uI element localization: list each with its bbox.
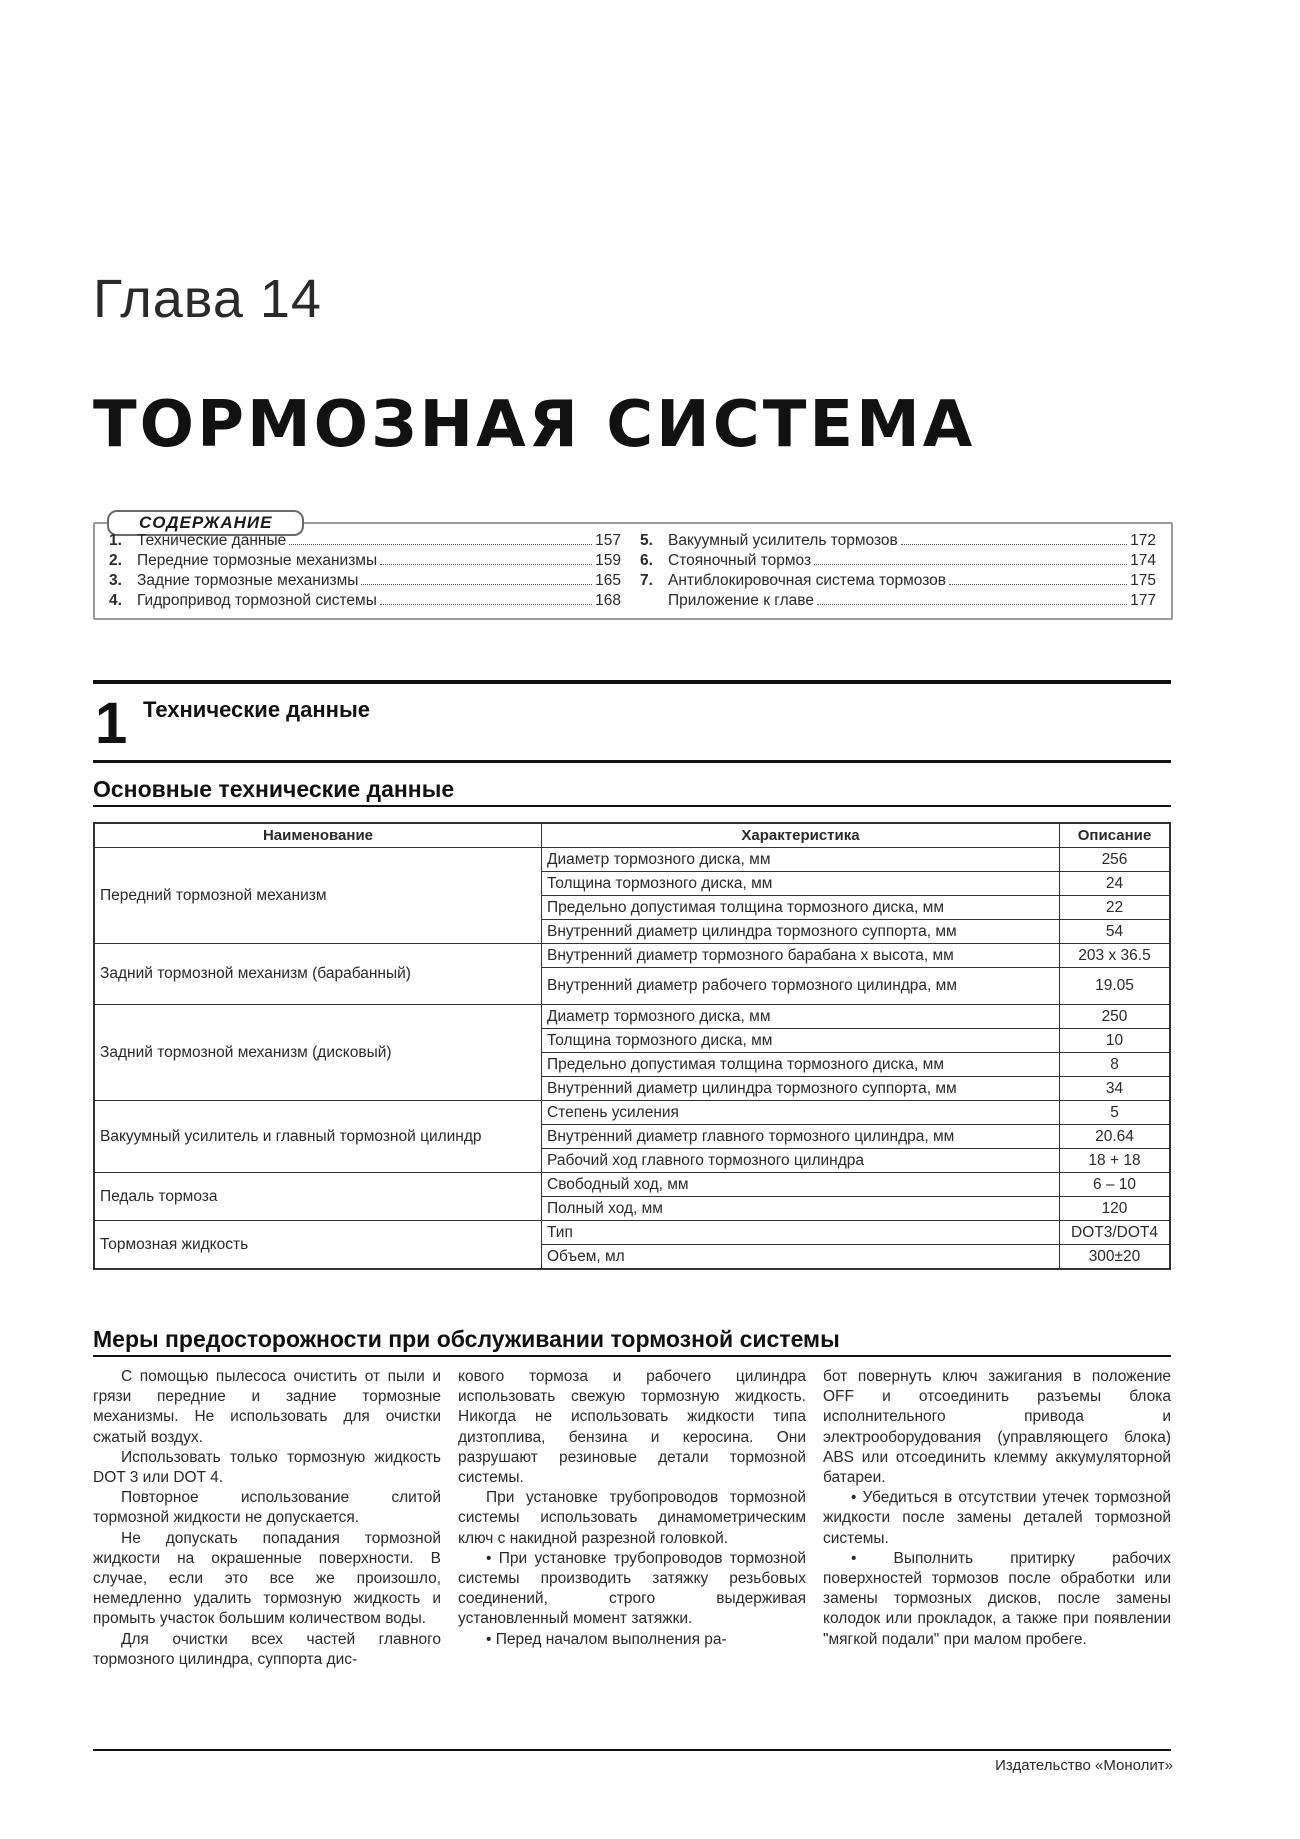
footer-divider — [93, 1749, 1171, 1751]
table-cell: Внутренний диаметр цилиндра тормозного суппорта, мм — [542, 1077, 1060, 1101]
table-cell: Диаметр тормозного диска, мм — [542, 1005, 1060, 1029]
section-number: 1 — [95, 691, 128, 756]
toc-column-right — [640, 532, 1156, 612]
table-row — [94, 944, 1170, 968]
text-column — [93, 1367, 441, 1697]
table-header-row — [94, 823, 1170, 848]
table-cell: Предельно допустимая толщина тормозного диска, мм — [542, 896, 1060, 920]
column-header: Характеристика — [542, 823, 1060, 848]
paragraph: Не допускать попадания тормозной жидкости на окрашенные поверхности. В случае, если это все же произошло, немедленно удалить тормозную жидкость и промыть участок большим количеством воды. — [93, 1529, 441, 1628]
toc-item-page: 172 — [1130, 532, 1156, 549]
toc-item-number: 3. — [109, 572, 122, 589]
table-cell: Тип — [542, 1221, 1060, 1245]
paragraph: С помощью пылесоса очистить от пыли и грязи передние и задние тормозные механизмы. Не использовать для очистки сжатый воздух. — [93, 1368, 441, 1446]
toc-item-number: 6. — [640, 552, 653, 569]
toc-item-text: Стояночный тормоз — [668, 552, 812, 569]
table-cell: Внутренний диаметр главного тормозного цилиндра, мм — [542, 1125, 1060, 1149]
table-cell: Объем, мл — [542, 1245, 1060, 1270]
column-header: Наименование — [94, 823, 542, 848]
chapter-title: ТОРМОЗНАЯ СИСТЕМА — [93, 388, 976, 462]
paragraph: • Убедиться в отсутствии утечек тормозной жидкости после замены деталей тормозной системы. — [823, 1489, 1171, 1547]
toc-item-text: Технические данные — [137, 532, 287, 549]
table-cell: 256 — [1060, 848, 1171, 872]
table-cell: 18 + 18 — [1060, 1149, 1171, 1173]
table-cell: 300±20 — [1060, 1245, 1171, 1270]
toc-item[interactable] — [109, 592, 621, 612]
table-cell: 22 — [1060, 896, 1171, 920]
toc-item-text: Передние тормозные механизмы — [137, 552, 378, 569]
subsection-title: Основные технические данные — [93, 776, 1171, 807]
table-group-name: Тормозная жидкость — [94, 1221, 542, 1270]
section-title: Технические данные — [143, 697, 370, 722]
paragraph: При установке трубопроводов тормозной системы использовать динамометрическим ключ с накидной разрезной головкой. — [458, 1489, 806, 1547]
paragraph: • Выполнить притирку рабочих поверхностей тормозов после обработки или замены тормозных дисков, после замены колодок или прокладок, а также при появлении "мягкой подали" при малом пробеге. — [823, 1549, 1171, 1648]
toc-heading: СОДЕРЖАНИЕ — [107, 510, 304, 536]
toc-item-text: Антиблокировочная система тормозов — [668, 572, 946, 589]
paragraph: бот повернуть ключ зажигания в положение OFF и отсоединить разъемы блока исполнительного привода и электрооборудования (управляющего блока) ABS или отсоединить клемму аккумуляторной батареи. — [823, 1368, 1171, 1487]
toc-item[interactable] — [640, 592, 1156, 612]
toc-item[interactable] — [109, 572, 621, 592]
table-cell: 54 — [1060, 920, 1171, 944]
table-cell: 10 — [1060, 1029, 1171, 1053]
toc-item-number: 2. — [109, 552, 122, 569]
toc-item[interactable] — [640, 532, 1156, 552]
section-divider — [93, 680, 1171, 684]
paragraph: • Перед началом выполнения ра- — [486, 1630, 727, 1648]
body-text — [93, 1367, 1171, 1697]
toc-item-text: Задние тормозные механизмы — [137, 572, 359, 589]
toc-item[interactable] — [640, 552, 1156, 572]
table-cell: 5 — [1060, 1101, 1171, 1125]
table-cell: 34 — [1060, 1077, 1171, 1101]
table-group-name: Задний тормозной механизм (барабанный) — [94, 944, 542, 1005]
table-row — [94, 1005, 1170, 1029]
paragraph: кового тормоза и рабочего цилиндра использовать свежую тормозную жидкость. Никогда не использовать жидкости типа дизтоплива, бензина и керосина. Они разрушают резиновые детали тормозной системы. — [458, 1368, 806, 1487]
table-row — [94, 1221, 1170, 1245]
toc-item-page: 159 — [595, 552, 621, 569]
toc-item-text: Вакуумный усилитель тормозов — [668, 532, 898, 549]
table-cell: Предельно допустимая толщина тормозного диска, мм — [542, 1053, 1060, 1077]
toc-item[interactable] — [640, 572, 1156, 592]
table-cell: 19.05 — [1060, 968, 1171, 1005]
subsection-title: Меры предосторожности при обслуживании тормозной системы — [93, 1326, 1171, 1357]
text-column — [458, 1367, 806, 1697]
toc-item-page: 177 — [1130, 592, 1156, 609]
table-group-name: Педаль тормоза — [94, 1173, 542, 1221]
table-cell: Диаметр тормозного диска, мм — [542, 848, 1060, 872]
chapter-label: Глава 14 — [93, 269, 322, 329]
toc-item-number: 7. — [640, 572, 653, 589]
table-cell: DOT3/DOT4 — [1060, 1221, 1171, 1245]
toc-item[interactable] — [109, 552, 621, 572]
table-row — [94, 848, 1170, 872]
table-cell: 6 – 10 — [1060, 1173, 1171, 1197]
toc-item-number: 4. — [109, 592, 122, 609]
table-cell: 203 x 36.5 — [1060, 944, 1171, 968]
table-row — [94, 1173, 1170, 1197]
table-cell: Полный ход, мм — [542, 1197, 1060, 1221]
table-cell: Внутренний диаметр рабочего тормозного цилиндра, мм — [542, 968, 1060, 1005]
section-divider — [93, 760, 1171, 763]
toc-item-text: Приложение к главе — [668, 592, 814, 609]
toc-item-page: 157 — [595, 532, 621, 549]
text-column — [823, 1367, 1171, 1697]
paragraph: Повторное использование слитой тормозной жидкости не допускается. — [93, 1489, 441, 1527]
toc-item-page: 174 — [1130, 552, 1156, 569]
toc-item-page: 165 — [595, 572, 621, 589]
table-group-name: Вакуумный усилитель и главный тормозной цилиндр — [94, 1101, 542, 1173]
table-cell: Толщина тормозного диска, мм — [542, 1029, 1060, 1053]
paragraph: • При установке трубопроводов тормозной системы производить затяжку резьбовых соединений, строго выдерживая установленный момент затяжки. — [458, 1549, 806, 1628]
table-cell: 24 — [1060, 872, 1171, 896]
table-cell: 20.64 — [1060, 1125, 1171, 1149]
table-cell: Внутренний диаметр тормозного барабана x высота, мм — [542, 944, 1060, 968]
table-cell: Рабочий ход главного тормозного цилиндра — [542, 1149, 1060, 1173]
column-header: Описание — [1060, 823, 1171, 848]
table-cell: 8 — [1060, 1053, 1171, 1077]
table-group-name: Задний тормозной механизм (дисковый) — [94, 1005, 542, 1101]
table-cell: Толщина тормозного диска, мм — [542, 872, 1060, 896]
table-cell: Степень усиления — [542, 1101, 1060, 1125]
table-cell: Внутренний диаметр цилиндра тормозного суппорта, мм — [542, 920, 1060, 944]
toc-item-number: 5. — [640, 532, 653, 549]
toc-item-page: 175 — [1130, 572, 1156, 589]
table-cell: 120 — [1060, 1197, 1171, 1221]
table-row — [94, 1101, 1170, 1125]
table-of-contents — [93, 513, 1173, 620]
table-group-name: Передний тормозной механизм — [94, 848, 542, 944]
toc-item[interactable] — [109, 532, 621, 552]
paragraph: Для очистки всех частей главного тормозного цилиндра, суппорта дис- — [93, 1630, 441, 1668]
paragraph: Использовать только тормозную жидкость DOT 3 или DOT 4. — [93, 1448, 441, 1487]
toc-column-left — [109, 532, 621, 612]
toc-item-text: Гидропривод тормозной системы — [137, 592, 377, 609]
publisher-footer: Издательство «Монолит» — [995, 1757, 1173, 1774]
toc-item-number: 1. — [109, 532, 122, 549]
table-cell: 250 — [1060, 1005, 1171, 1029]
spec-table — [93, 822, 1171, 1270]
toc-item-page: 168 — [595, 592, 621, 609]
table-cell: Свободный ход, мм — [542, 1173, 1060, 1197]
